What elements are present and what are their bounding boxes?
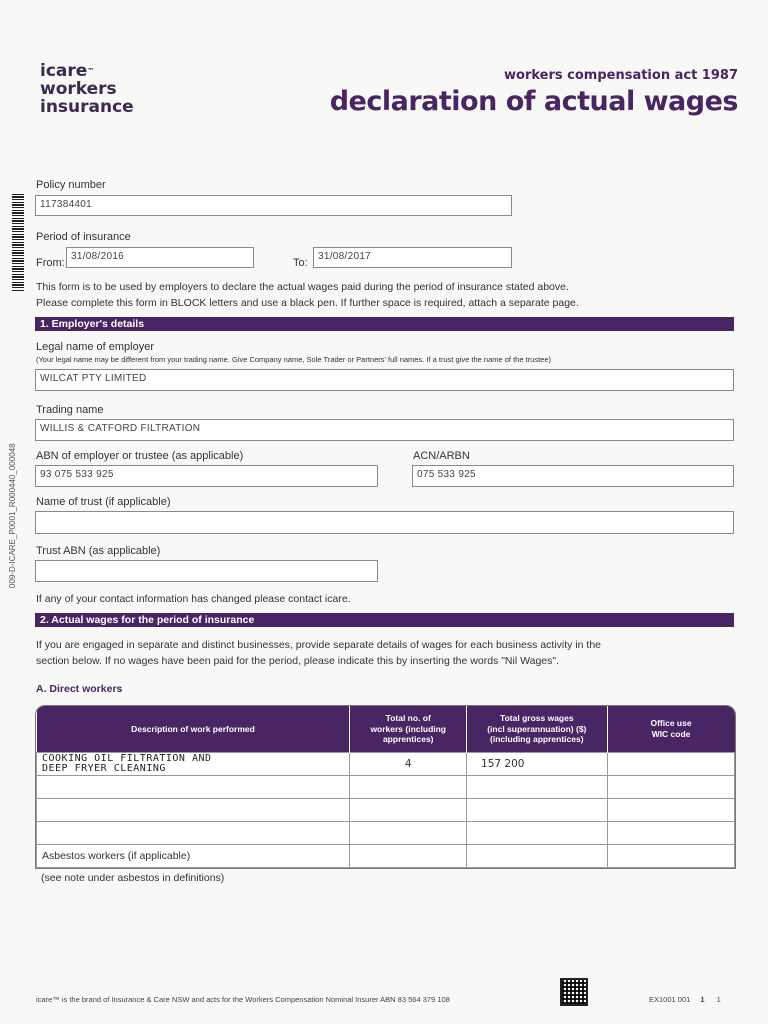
col-office-line-2: WIC code bbox=[651, 728, 691, 739]
act-title: workers compensation act 1987 bbox=[504, 68, 738, 83]
contact-note: If any of your contact information has changed please contact icare. bbox=[36, 593, 351, 605]
row-4-workers[interactable] bbox=[350, 821, 467, 844]
asbestos-workers[interactable] bbox=[350, 844, 467, 867]
row-3-wic[interactable] bbox=[607, 798, 734, 821]
intro-line-1: This form is to be used by employers to declare the actual wages paid during the period of insurance stated above. bbox=[36, 281, 569, 293]
row-4-wic[interactable] bbox=[607, 821, 734, 844]
section2-intro-line-1: If you are engaged in separate and distinct businesses, provide separate details of wages for each business activity in the bbox=[36, 639, 602, 651]
brand-tm: ™ bbox=[87, 67, 95, 75]
barcode bbox=[12, 194, 24, 292]
intro-text bbox=[36, 279, 736, 311]
trading-name-label: Trading name bbox=[36, 404, 104, 416]
brand-logo bbox=[40, 62, 134, 116]
table-row bbox=[37, 775, 735, 798]
row-2-wic[interactable] bbox=[607, 775, 734, 798]
row-3-description[interactable] bbox=[37, 798, 350, 821]
wages-table bbox=[35, 705, 736, 869]
legal-name-label: Legal name of employer bbox=[36, 341, 155, 353]
row-1-desc-line-1: COOKING OIL FILTRATION AND bbox=[42, 752, 212, 764]
page-number: 1 bbox=[700, 995, 705, 1004]
col-office-use bbox=[607, 706, 734, 752]
row-3-workers[interactable] bbox=[350, 798, 467, 821]
row-1-wages[interactable]: 157 200 bbox=[467, 752, 608, 775]
row-3-wages[interactable] bbox=[467, 798, 608, 821]
section-employer-details: 1. Employer's details bbox=[35, 317, 734, 331]
row-1-wic[interactable] bbox=[607, 752, 734, 775]
col-workers-line-1: Total no. of bbox=[385, 713, 431, 723]
col-workers-line-3: apprentices) bbox=[382, 734, 434, 744]
col-wages bbox=[467, 706, 608, 752]
brand-icare: icare bbox=[40, 61, 88, 81]
side-code: 009-D-ICARE_P0001_R000440_000048 bbox=[8, 443, 17, 588]
section-actual-wages: 2. Actual wages for the period of insurance bbox=[35, 613, 734, 627]
section2-intro-line-2: section below. If no wages have been paid for the period, please indicate this by inserting the words "Nil Wages". bbox=[36, 655, 560, 667]
abn-field[interactable]: 93 075 533 925 bbox=[35, 465, 378, 487]
direct-workers-heading: A. Direct workers bbox=[36, 683, 123, 695]
row-4-wages[interactable] bbox=[467, 821, 608, 844]
table-row bbox=[37, 798, 735, 821]
col-wages-line-3: (including apprentices) bbox=[490, 734, 584, 744]
row-1-workers[interactable]: 4 bbox=[350, 752, 467, 775]
col-office-line-1: Office use bbox=[650, 718, 692, 729]
to-label: To: bbox=[293, 257, 308, 269]
from-field[interactable]: 31/08/2016 bbox=[66, 247, 254, 268]
col-workers-line-2: workers (including bbox=[370, 723, 447, 734]
page-title: declaration of actual wages bbox=[329, 86, 738, 117]
policy-number-label: Policy number bbox=[36, 179, 106, 191]
trading-name-field[interactable]: WILLIS & CATFORD FILTRATION bbox=[35, 419, 734, 441]
asbestos-row bbox=[37, 844, 735, 867]
row-2-description[interactable] bbox=[37, 775, 350, 798]
form-code-value: EX1001 001 bbox=[649, 995, 691, 1004]
asbestos-wic[interactable] bbox=[607, 844, 734, 867]
col-description: Description of work performed bbox=[37, 706, 350, 752]
from-label: From: bbox=[36, 257, 65, 269]
trust-abn-field[interactable] bbox=[35, 560, 378, 582]
abn-label: ABN of employer or trustee (as applicable) bbox=[36, 450, 244, 462]
table-row bbox=[37, 752, 735, 775]
asbestos-label: Asbestos workers (if applicable) bbox=[37, 844, 350, 867]
table-header-row bbox=[37, 706, 735, 752]
brand-insurance: insurance bbox=[40, 97, 134, 117]
row-4-description[interactable] bbox=[37, 821, 350, 844]
row-1-description[interactable] bbox=[37, 752, 350, 775]
qr-code bbox=[560, 978, 588, 1006]
intro-line-2: Please complete this form in BLOCK letters and use a black pen. If further space is required, attach a separate page. bbox=[36, 297, 579, 309]
brand-workers: workers bbox=[40, 79, 117, 99]
row-2-workers[interactable] bbox=[350, 775, 467, 798]
trust-name-field[interactable] bbox=[35, 511, 734, 534]
trust-name-label: Name of trust (if applicable) bbox=[36, 496, 171, 508]
acn-field[interactable]: 075 533 925 bbox=[412, 465, 734, 487]
section2-intro bbox=[36, 637, 736, 669]
footer-text: icare™ is the brand of Insurance & Care NSW and acts for the Workers Compensation Nominal Insurer ABN 83 564 379 108 bbox=[36, 995, 450, 1004]
asbestos-note: (see note under asbestos in definitions) bbox=[41, 872, 225, 884]
col-wages-line-1: Total gross wages bbox=[500, 713, 574, 723]
row-2-wages[interactable] bbox=[467, 775, 608, 798]
acn-label: ACN/ARBN bbox=[413, 450, 470, 462]
form-code bbox=[649, 995, 721, 1004]
legal-name-field[interactable]: WILCAT PTY LIMITED bbox=[35, 369, 734, 391]
period-label: Period of insurance bbox=[36, 231, 131, 243]
col-workers bbox=[350, 706, 467, 752]
page-count: 1 bbox=[716, 995, 721, 1004]
row-1-desc-line-2: DEEP FRYER CLEANING bbox=[42, 762, 166, 774]
table-row bbox=[37, 821, 735, 844]
trust-abn-label: Trust ABN (as applicable) bbox=[36, 545, 161, 557]
asbestos-wages[interactable] bbox=[467, 844, 608, 867]
to-field[interactable]: 31/08/2017 bbox=[313, 247, 512, 268]
legal-name-note: (Your legal name may be different from your trading name. Give Company name, Sole Trader or Partners' full names. If a trust give the name of the trustee) bbox=[36, 355, 552, 364]
col-wages-line-2: (incl superannuation) ($) bbox=[487, 723, 587, 734]
policy-number-field[interactable]: 117384401 bbox=[35, 195, 512, 216]
